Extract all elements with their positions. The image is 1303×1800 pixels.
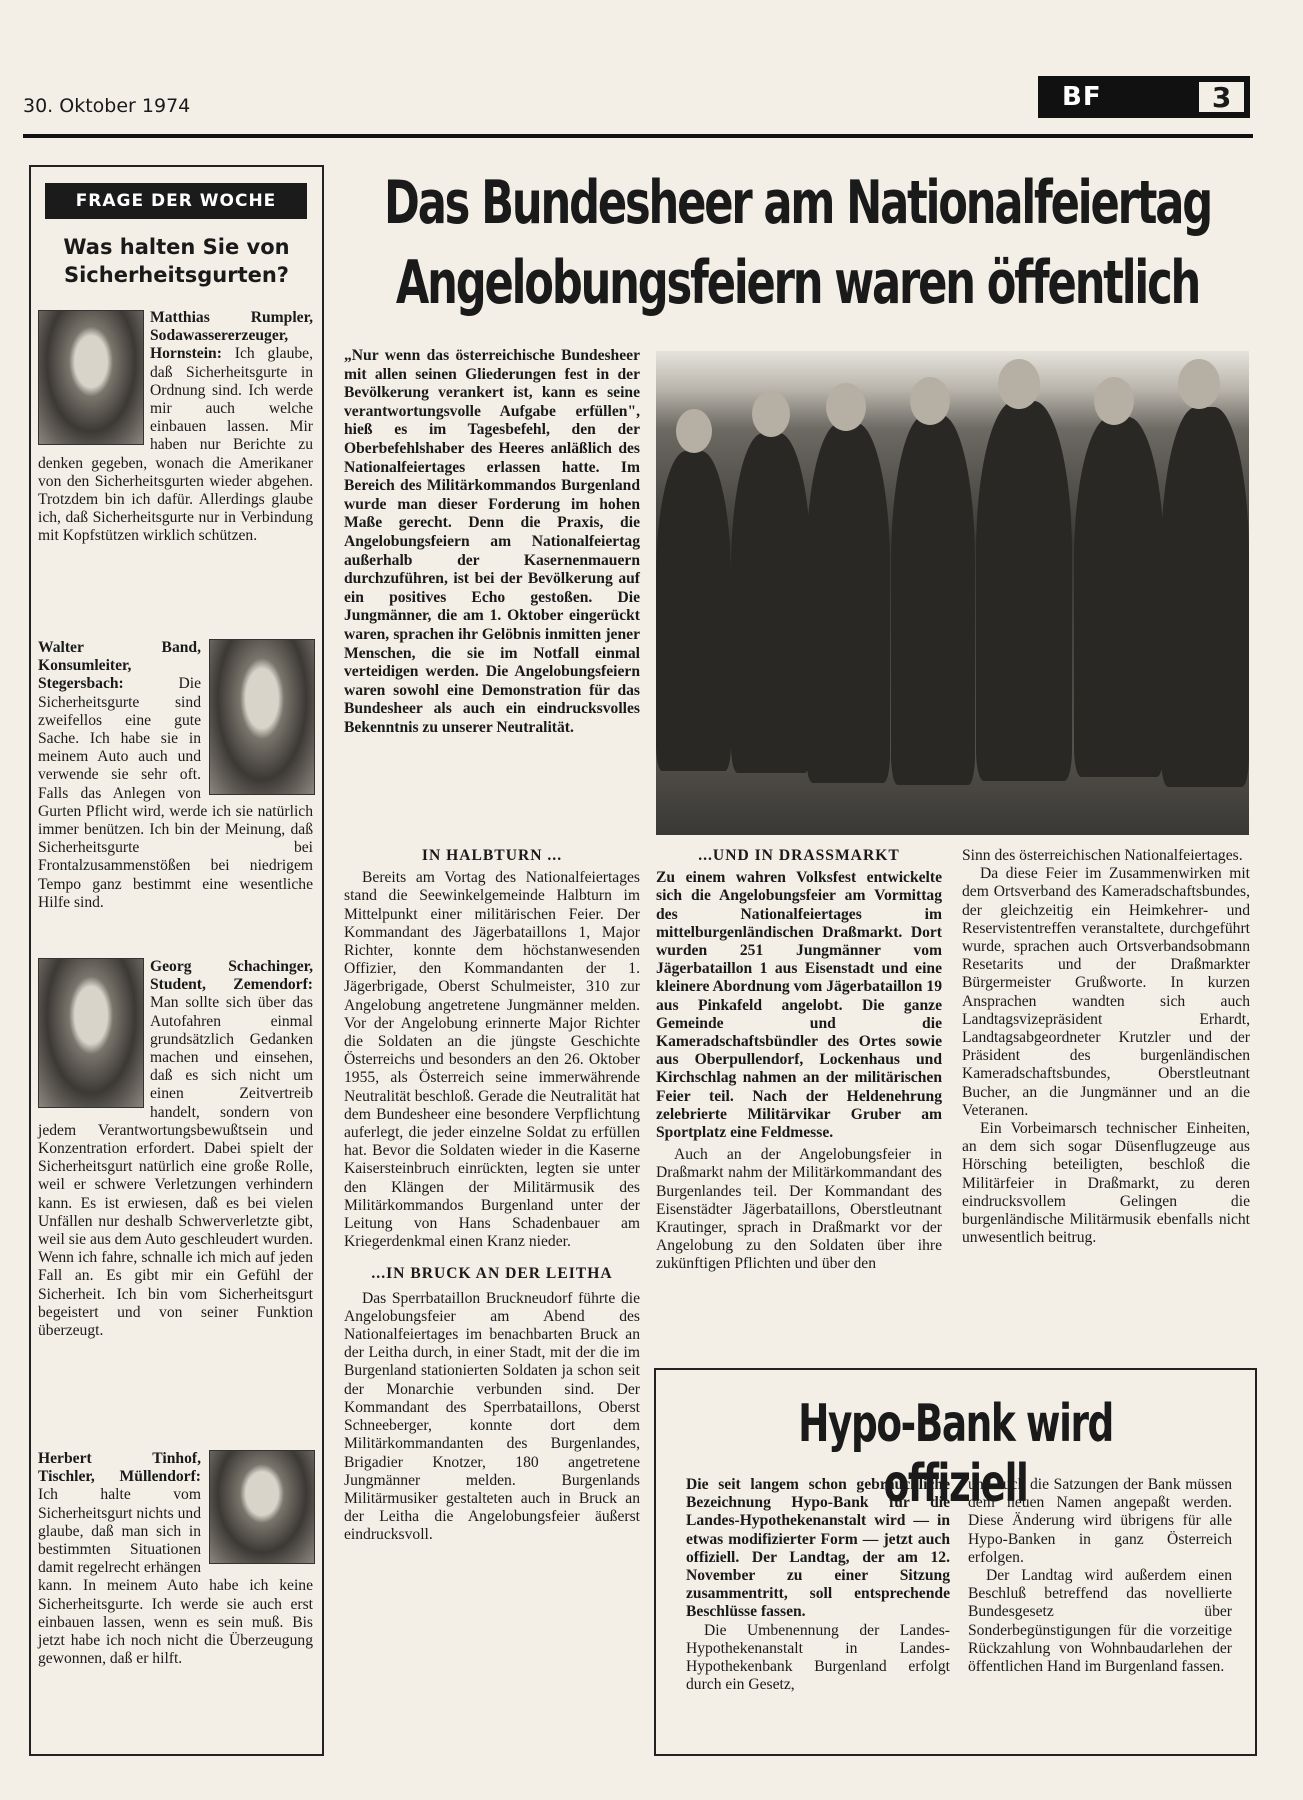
paragraph-halbturn: Bereits am Vortag des Nationalfeiertages stand die Seewinkelgemeinde Halbturn im Mittelpunkt einer militärischen Feier. Der Kommandant des Jägerbataillons 1, Major Richter, konnte dem höchstanwesenden Offizier, den Kommandanten der 1. Jägerbrigade, Oberst Schulmeister, 310 zur Angelobung angetretene Jungmänner melden. Vor der Angelobung erinnerte Major Richter die Soldaten an die jüngste Geschichte Österreichs und besonders an den 26. Oktober 1955, als Österreich seine immerwährende Neutralität beschloß. Gerade die Neutralität hat dem Bundesheer eine besondere Verpflichtung auferlegt, die jeder einzelne Soldat zu erfüllen hat. Bevor die Soldaten wieder in die Kaserne Kaisersteinbruch einrückten, legten sie unter den Klängen der Militärmusik des Militärkommandos Burgenland unter der Leitung von Hans Schadenbauer am Kriegerdenkmal einen Kranz nieder. xyxy=(344,869,640,1251)
main-headline xyxy=(342,163,1253,323)
paragraph-bruck: Das Sperrbataillon Bruckneudorf führte die Angelobungsfeier am Abend des Nationalfeiertages im benachbarten Bruck an der Leitha durch, in einer Stadt, mit der die im Burgenland stationierten Soldaten ja schon seit der Monarchie verbunden sind. Der Kommandant des Sperrbataillons, Oberst Schneeberger, konnte dort dem Militärkommandanten des Burgenlandes, Brigadier Knotzer, 180 angetretene Jungmänner melden. Burgenlands Militärmusiker gestalteten auch in Bruck an der Leitha die Angelobungsfeier äußerst eindrucksvoll. xyxy=(344,1289,640,1544)
respondent-name: Herbert Tinhof, Tischler, Müllendorf: xyxy=(38,1450,201,1486)
hypo-paragraph-3: Der Landtag wird außerdem einen Beschluß betreffend das novellierte Bundesgesetz über Sonderbegünstigungen für die vorzeitige Rückzahlung von Wohnbaudarlehen der öffentlichen Hand im Burgenland fassen. xyxy=(968,1567,1232,1676)
answer-text: Man sollte sich über das Autofahren einmal grundsätzlich Gedanken machen und einsehen, daß es sich nicht um einen Zeitvertreib handelt, sondern von jedem Verantwortungsbewußtsein und Konzentration erfordert. Dabei spielt der Sicherheitsgurt natürlich eine große Rolle, weil er schwere Verletzungen verhindern kann. Es ist erwiesen, daß es bei vielen Unfällen nur deshalb Schwerverletzte gibt, weil sie aus dem Auto geschleudert wurden. Wenn ich fahre, schnalle ich mich auf jeden Fall an. Es gibt mir ein Gefühl der Sicherheit. Ich bin vom Sicherheitsgurt begeistert und von seiner Funktion überzeugt. xyxy=(38,994,313,1340)
article-column-drassmarkt xyxy=(656,847,942,1274)
headline-line-2: Angelobungsfeiern waren öffentlich xyxy=(395,248,1200,318)
subhead-bruck: ...IN BRUCK AN DER LEITHA xyxy=(371,1265,613,1283)
hypo-paragraph-1: Die Umbenennung der Landes-Hypothekenanstalt in Landes-Hypothekenbank Burgenland erfolgt durch ein Gesetz, xyxy=(686,1621,950,1694)
issue-date: 30. Oktober 1974 xyxy=(23,95,191,117)
answer-text: Ich halte vom Sicherheitsgurt nichts und glaube, daß man sich in bestimmten Situationen damit regelrecht erhängen kann. In meinem Auto habe ich keine Sicherheitsgurte. Ich werde sie auch erst einbauen lassen, wenn es sein muß. Bis jetzt habe ich noch nicht die Überzeugung gewonnen, daß er hilft. xyxy=(38,1486,313,1668)
hypo-column-1 xyxy=(686,1476,950,1694)
answer-tinhof xyxy=(38,1450,313,1668)
headline-line-1: Das Bundesheer am Nationalfeiertag xyxy=(383,168,1211,238)
paragraph-kameradschaftsbund: Da diese Feier im Zusammenwirken mit dem Ortsverband des Kameradschaftsbundes, der gleichzeitig ein Heimkehrer- und Reservistentreffen veranstaltete, durchgeführt wurde, sprachen auch Ortsverbandsobmann Resetarits und der Draßmarkter Bürgermeister Grußworte. In kurzen Ansprachen wandten sich auch Landtagsvizepräsident Erhardt, Landtagsabgeordneter Krutzler und der Präsident des burgenländischen Kameradschaftsbundes, Oberstleutnant Bucher, an die Jungmänner und an die Veteranen. xyxy=(962,865,1250,1119)
paragraph-drassmarkt: Auch an der Angelobungsfeier in Draßmarkt nahm der Militärkommandant des Burgenlandes teil. Der Kommandant des Eisenstädter Jägerbataillons, Oberstleutnant Krautinger, sprach in Draßmarkt vor der Angelobung zu den Soldaten über ihre zukünftigen Pflichten und über den xyxy=(656,1146,942,1273)
article-column-halbturn xyxy=(344,847,640,1545)
answer-band xyxy=(38,639,313,912)
paragraph-drassmarkt-bold: Zu einem wahren Volksfest entwickelte sich die Angelobungsfeier am Vormittag des Nationalfeiertages im mittelburgenländischen Draßmarkt. Dort wurden 251 Jungmänner vom Jägerbataillon 1 aus Eisenstadt und eine kleinere Abordnung vom Jägerbataillon 19 aus Pinkafeld angelobt. Die ganze Gemeinde und die Kameradschaftsbündler des Ortes sowie aus Oberpullendorf, Lockenhaus und Kirchschlag nahmen an der militärischen Feier teil. Nach der Heldenehrung zelebrierte Militärvikar Gruber am Sportplatz eine Feldmesse. xyxy=(656,869,942,1142)
hypo-paragraph-2: und auch die Satzungen der Bank müssen dem neuen Namen angepaßt werden. Diese Änderung wird übrigens für alle Hypo-Banken in ganz Österreich erfolgen. xyxy=(968,1476,1232,1566)
section-name: BF xyxy=(1062,82,1102,112)
subhead-halbturn: IN HALBTURN ... xyxy=(421,847,563,864)
soldiers-photo xyxy=(656,351,1249,835)
respondent-name: Walter Band, Konsumleiter, Stegersbach: xyxy=(38,639,201,693)
respondent-name: Matthias Rumpler, Sodawassererzeuger, Hornstein: xyxy=(150,309,313,363)
paragraph-vorbeimarsch: Ein Vorbeimarsch technischer Einheiten, an dem sich sogar Düsenflugzeuge aus Hörsching beteiligten, beschloß die Militärfeier in Draßmarkt, zu deren eindrucksvollem Gelingen die burgenländische Militärmusik ebenfalls nicht unwesentlich beitrug. xyxy=(962,1120,1250,1247)
paragraph-continued: Sinn des österreichischen Nationalfeiertages. xyxy=(962,847,1243,864)
question-of-the-week-box xyxy=(29,165,324,1756)
article-column-continued xyxy=(962,847,1250,1247)
answer-schachinger xyxy=(38,958,313,1340)
answer-text: Die Sicherheitsgurte sind zweifellos eine gute Sache. Ich habe sie in meinem Auto auch und verwende sie sehr oft. Falls das Anlegen von Gurten Pflicht wird, werde ich sie natürlich immer benützen. Ich bin der Meinung, daß Sicherheitsgurte bei Frontalzusammenstößen bei niedrigem Tempo ganz bestimmt eine wesentliche Hilfe sind. xyxy=(38,675,313,911)
article-lead: „Nur wenn das österreichische Bundesheer mit allen seinen Gliederungen fest in der Bevölkerung verankert ist, kann es seine verantwortungsvolle Aufgabe erfüllen", hieß es im Tagesbefehl, den der Oberbefehlshaber des Heeres anläßlich des Nationalfeiertages erlassen hatte. Im Bereich des Militärkommandos Burgenland wurde man dieser Forderung im hohen Maße gerecht. Denn die Praxis, die Angelobungsfeiern am Nationalfeiertag außerhalb der Kasernenmauern durchzuführen, ist bei der Bevölkerung auf ein positives Echo gestoßen. Die Jungmänner, die am 1. Oktober eingerückt waren, sprachen ihr Gelöbnis inmitten jener Menschen, die sie im Notfall einmal verteidigen werden. Die Angelobungsfeiern waren sowohl eine Demonstration für das Bundesheer als auch ein eindrucksvolles Bekenntnis zu unserer Neutralität. xyxy=(344,347,640,736)
answer-rumpler xyxy=(38,309,313,546)
hypo-bank-headline: Hypo-Bank wird offiziell xyxy=(798,1394,1113,1514)
respondent-name: Georg Schachinger, Student, Zemendorf: xyxy=(150,958,313,994)
section-tag xyxy=(1038,76,1250,118)
subhead-drassmarkt: ...UND IN DRASSMARKT xyxy=(698,847,900,864)
page-number: 3 xyxy=(1196,79,1247,115)
question-of-the-week-label: FRAGE DER WOCHE xyxy=(45,183,307,219)
question-of-the-week-title: Was halten Sie von Sicherheitsgurten? xyxy=(63,235,290,287)
hypo-column-2 xyxy=(968,1476,1232,1676)
answer-text: Ich glaube, daß Sicherheitsgurte in Ordnung sind. Ich werde mir auch welche einbauen lassen. Mir haben nur Berichte zu denken gegeben, wonach die Amerikaner von den Sicherheitsgurten wieder abgehen. Trotzdem bin ich dafür. Allerdings glaube ich, daß Sicherheitsgurte nur in Verbindung mit Kopfstützen wirklich schützen. xyxy=(38,345,313,545)
header-rule xyxy=(23,134,1253,138)
hypo-bank-article-box xyxy=(654,1368,1257,1756)
hypo-lead: Die seit langem schon gebräuchliche Bezeichnung Hypo-Bank für die Landes-Hypothekenanstalt wird — in etwas modifizierter Form — jetzt auch offiziell. Der Landtag, der am 12. November zu einer Sitzung zusammentritt, soll entsprechende Beschlüsse fassen. xyxy=(686,1476,950,1621)
